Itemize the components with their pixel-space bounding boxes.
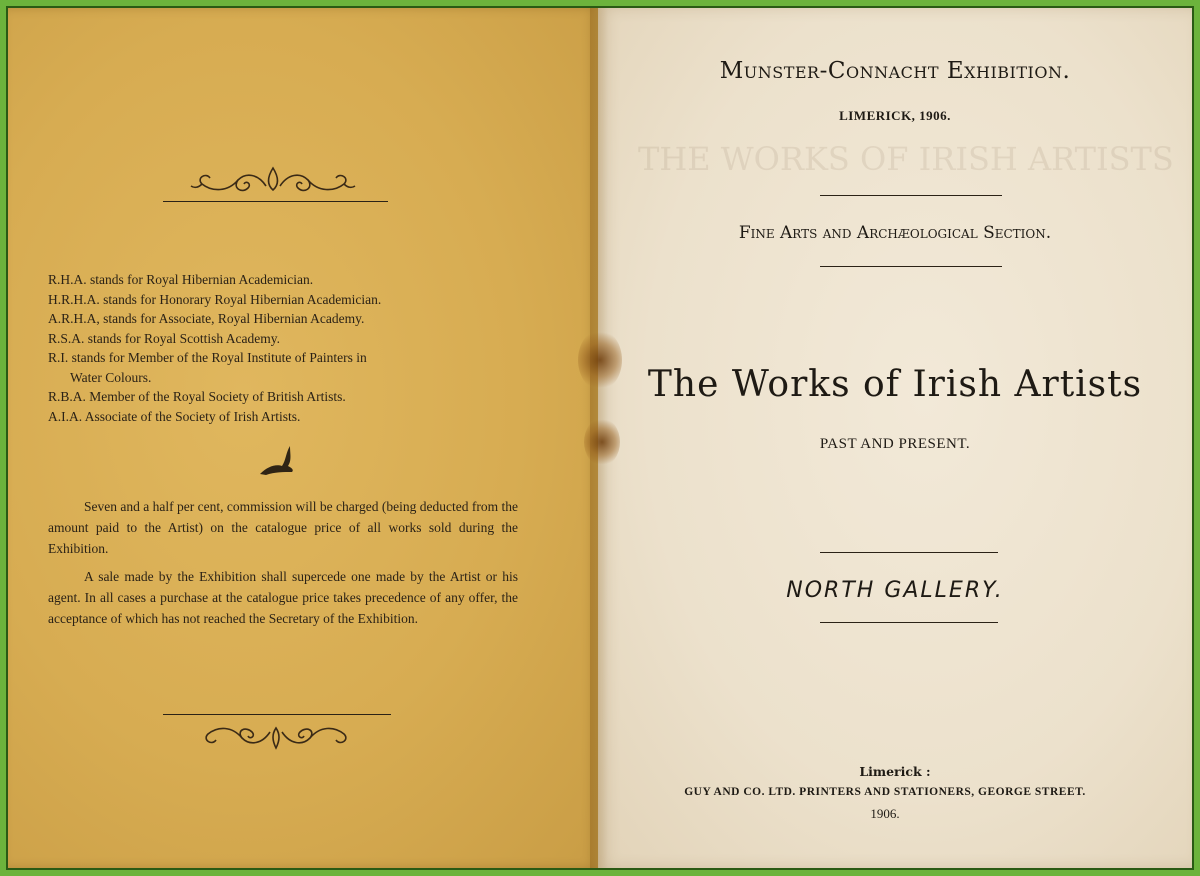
gutter-stain — [584, 418, 620, 466]
abbreviation-aia: A.I.A. Associate of the Society of Irish Artists. — [48, 408, 301, 424]
abbreviation-ri-cont: Water Colours. — [70, 369, 152, 385]
works-title: The Works of Irish Artists — [647, 364, 1143, 405]
sale-paragraph: A sale made by the Exhibition shall supercede one made by the Artist or his agent. In all cases a purchase at the catalogue price takes precedence of any offer, the acceptance of which has not reached the Secretary of the Exhibition. — [48, 569, 518, 626]
gutter-stain — [578, 330, 622, 390]
bottom-rule — [163, 714, 391, 715]
printer-year: 1906. — [870, 806, 900, 821]
abbreviation-arha: A.R.H.A, stands for Associate, Royal Hibernian Academy. — [48, 311, 365, 326]
exhibition-title: Munster-Connacht Exhibition. — [719, 58, 1071, 84]
rule-4 — [820, 622, 998, 623]
top-ornament-icon — [188, 158, 358, 198]
abbreviation-rsa: R.S.A. stands for Royal Scottish Academy. — [48, 330, 280, 346]
rule-1 — [820, 195, 1002, 196]
past-present: PAST AND PRESENT. — [819, 436, 971, 452]
gallery-title: NORTH GALLERY. — [786, 578, 1004, 603]
rule-2 — [820, 266, 1002, 267]
abbreviation-hrha: H.R.H.A. stands for Honorary Royal Hibernian Academician. — [48, 291, 382, 307]
abbreviations-list — [48, 270, 518, 426]
bottom-ornament-icon — [196, 718, 356, 758]
right-page — [598, 8, 1192, 868]
abbreviation-rba: R.B.A. Member of the Royal Society of British Artists. — [48, 389, 346, 404]
location-year: LIMERICK, 1906. — [839, 108, 951, 123]
section-title: Fine Arts and Archæological Section. — [738, 223, 1052, 243]
printer-city: Limerick : — [859, 764, 931, 779]
printer-line: GUY AND CO. LTD. PRINTERS AND STATIONERS, GEORGE STREET. — [684, 786, 1086, 798]
left-page — [8, 8, 598, 868]
abbreviation-rha: R.H.A. stands for Royal Hibernian Academician. — [48, 272, 314, 287]
rule-3 — [820, 552, 998, 553]
bird-ornament-icon — [256, 444, 296, 478]
bleed-through-text: THE WORKS OF IRISH ARTISTS — [638, 140, 1174, 178]
top-rule — [163, 201, 388, 202]
abbreviation-ri: R.I. stands for Member of the Royal Institute of Painters in — [48, 350, 367, 365]
commission-paragraph: Seven and a half per cent, commission will be charged (being deducted from the amount paid to the Artist) on the catalogue price of all works sold during the Exhibition. — [48, 499, 518, 556]
